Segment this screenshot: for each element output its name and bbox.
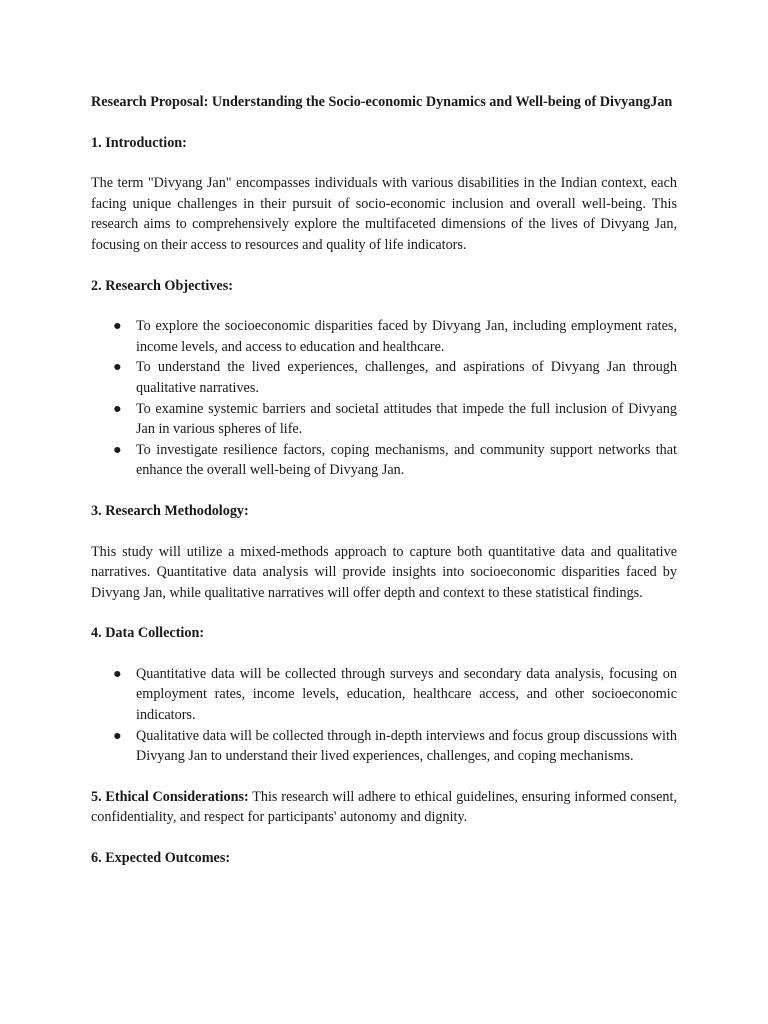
list-item-text: Qualitative data will be collected through in-depth interviews and focus group discussions with Divyang Jan to understand their lived experiences, challenges, and coping mechanisms.	[136, 727, 677, 765]
list-item	[113, 357, 677, 398]
list-item	[113, 664, 677, 726]
section-heading-methodology: 3. Research Methodology:	[91, 502, 249, 519]
bullet-icon: ●	[113, 727, 122, 744]
document-title: Research Proposal: Understanding the Socio-economic Dynamics and Well-being of DivyangJan	[91, 94, 673, 110]
list-item-text: Quantitative data will be collected through surveys and secondary data analysis, focusing on employment rates, income levels, education, healthcare access, and other socioeconomic indicators.	[136, 665, 677, 724]
bullet-icon: ●	[113, 665, 122, 682]
list-item-text: To explore the socioeconomic disparities faced by Divyang Jan, including employment rates, income levels, and access to education and healthcare.	[136, 318, 677, 355]
bullet-icon: ●	[113, 318, 122, 335]
section-heading-outcomes: 6. Expected Outcomes:	[91, 850, 231, 867]
list-item-text: To understand the lived experiences, challenges, and aspirations of Divyang Jan through qualitative narratives.	[136, 359, 677, 396]
section-heading-ethics: 5. Ethical Considerations:	[91, 788, 249, 805]
section-heading-data-collection: 4. Data Collection:	[91, 625, 205, 642]
list-item-text: To examine systemic barriers and societal attitudes that impede the full inclusion of Divyang Jan in various spheres of life.	[136, 400, 677, 438]
list-item	[113, 316, 677, 357]
section-heading-introduction: 1. Introduction:	[91, 134, 187, 151]
introduction-paragraph: The term "Divyang Jan" encompasses individuals with various disabilities in the Indian context, each facing unique challenges in their pursuit of socio-economic inclusion and overall well-being. This research aims to comprehensively explore the multifaceted dimensions of the lives of Divyang Jan, focusing on their access to resources and quality of life indicators.	[91, 175, 677, 253]
data-collection-list	[91, 664, 677, 767]
objectives-list	[91, 316, 677, 481]
bullet-icon: ●	[113, 441, 122, 458]
list-item	[113, 399, 677, 440]
ethics-paragraph	[91, 787, 677, 828]
bullet-icon: ●	[113, 400, 122, 417]
ethics-text: This research will adhere to ethical guidelines, ensuring informed consent, confidentiality, and respect for participants' autonomy and dignity.	[91, 788, 677, 826]
bullet-icon: ●	[113, 359, 122, 376]
list-item	[113, 726, 677, 767]
methodology-paragraph: This study will utilize a mixed-methods approach to capture both quantitative data and qualitative narratives. Quantitative data analysis will provide insights into socioeconomic disparities faced by Divyang Jan, while qualitative narratives will offer depth and context to these statistical findings.	[91, 543, 677, 601]
section-heading-objectives: 2. Research Objectives:	[91, 277, 233, 294]
list-item	[113, 440, 677, 481]
list-item-text: To investigate resilience factors, coping mechanisms, and community support networks that enhance the overall well-being of Divyang Jan.	[136, 441, 677, 479]
